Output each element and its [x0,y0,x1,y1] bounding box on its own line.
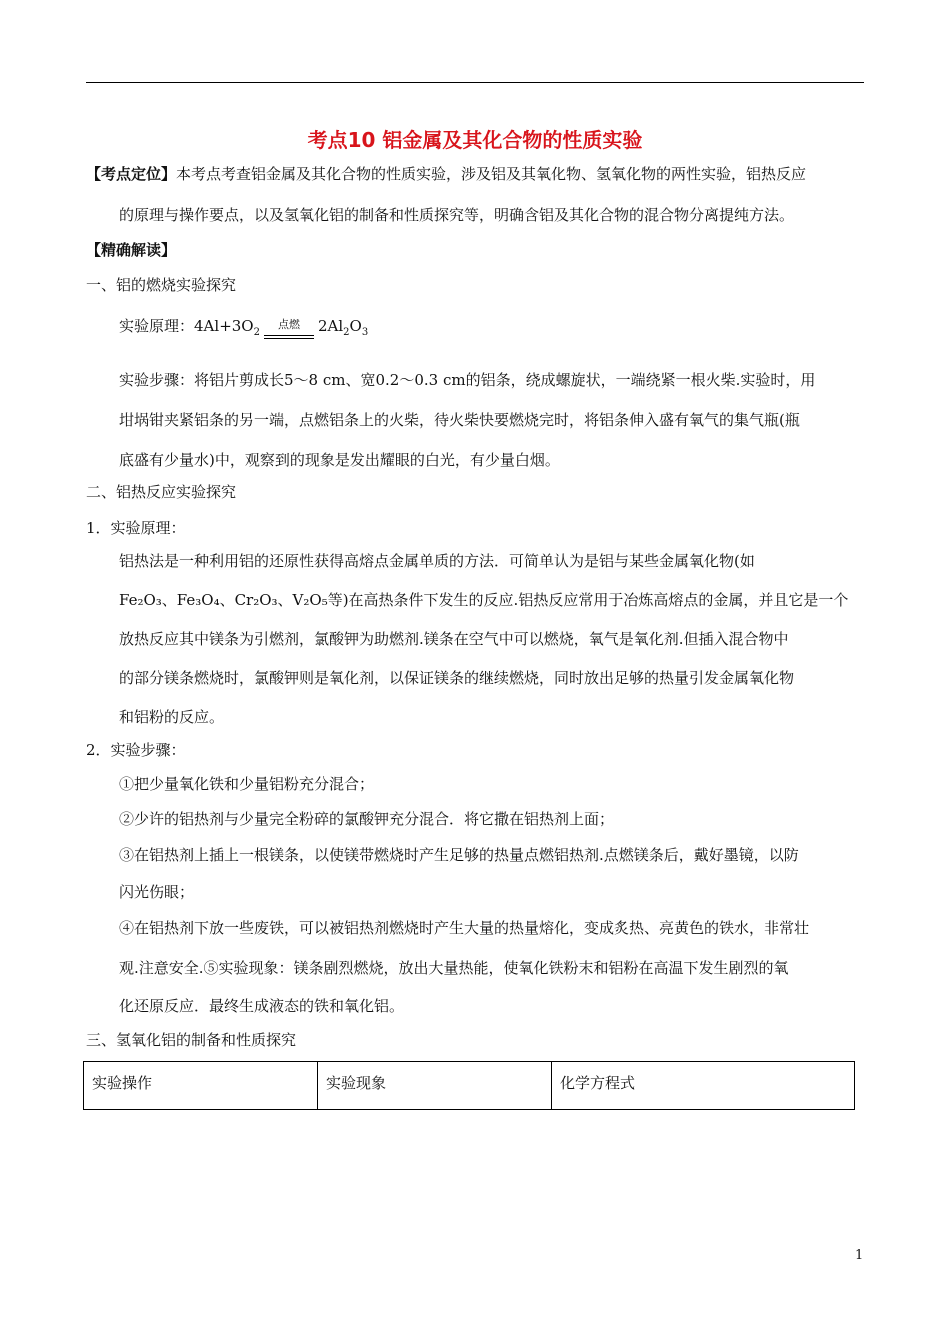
step-4-line-3: 化还原反应．最终生成液态的铁和氧化铝。 [119,997,405,1015]
s2-paragraph-line-5: 和铝粉的反应。 [119,708,225,726]
intro-text-1: 本考点考查铝金属及其化合物的性质实验，涉及铝及其氧化物、氢氧化物的两性实验，铝热反应 [176,165,807,183]
page-number: 1 [855,1248,864,1263]
step-3-line-2: 闪光伤眼； [119,883,195,901]
s2-paragraph-line-3: 放热反应其中镁条为引燃剂，氯酸钾为助燃剂.镁条在空气中可以燃烧，氧气是氧化剂.但插入混合物中 [119,630,789,648]
s2-paragraph-line-1: 铝热法是一种利用铝的还原性获得高熔点金属单质的方法．可简单认为是铝与某些金属氧化物(如 [119,552,755,570]
s1-steps-line-1: 实验步骤：将铝片剪成长5～8 cm、宽0.2～0.3 cm的铝条，绕成螺旋状，一端绕紧一根火柴.实验时，用 [119,371,816,389]
intro-label: 【考点定位】 [86,165,177,183]
table-header-cell: 实验现象 [318,1062,552,1110]
s1-steps-line-3: 底盛有少量水)中，观察到的现象是发出耀眼的白光，有少量白烟。 [119,451,560,469]
eq-arrow [264,316,314,338]
s1-steps-line-2: 坩埚钳夹紧铝条的另一端，点燃铝条上的火柴，待火柴快要燃烧完时，将铝条伸入盛有氧气的集气瓶(瓶 [119,411,800,429]
step-2: ②少许的铝热剂与少量完全粉碎的氯酸钾充分混合．将它撒在铝热剂上面； [119,810,615,828]
eq-condition: 点燃 [277,318,300,331]
step-4-line-1: ④在铝热剂下放一些废铁，可以被铝热剂燃烧时产生大量的热量熔化，变成炙热、亮黄色的铁水，非常壮 [119,919,810,937]
header-rule [86,82,864,83]
table-header-cell: 化学方程式 [552,1062,855,1110]
intro-line-2: 的原理与操作要点，以及氢氧化铝的制备和性质探究等，明确含铝及其化合物的混合物分离提纯方法。 [119,206,795,224]
table-header-row [84,1062,855,1110]
step-3-line-1: ③在铝热剂上插上一根镁条，以使镁带燃烧时产生足够的热量点燃铝热剂.点燃镁条后，戴好墨镜，以防 [119,846,799,864]
section-2-heading: 二、铝热反应实验探究 [86,483,237,501]
intro-line-1 [86,164,806,184]
section-label-jingque: 【精确解读】 [86,241,177,259]
s2-paragraph-line-2: Fe₂O₃、Fe₃O₄、Cr₂O₃、V₂O₅等)在高热条件下发生的反应.铝热反应常用于冶炼高熔点的金属，并且它是一个 [119,591,849,609]
page-title: 考点10 铝金属及其化合物的性质实验 [307,128,643,152]
experiment-table [83,1061,855,1110]
principle-label: 实验原理： [119,317,195,335]
s2-subheading-2: 2．实验步骤： [86,741,186,759]
s2-paragraph-line-4: 的部分镁条燃烧时，氯酸钾则是氧化剂，以保证镁条的继续燃烧，同时放出足够的热量引发金属氧化物 [119,669,795,687]
eq-products: $2Al_2O_3$ [317,317,369,338]
step-1: ①把少量氧化铁和少量铝粉充分混合； [119,775,375,793]
eq-reactants: $4Al+3O_2$ [194,317,260,338]
s2-subheading-1: 1．实验原理： [86,519,186,537]
section-3-heading: 三、氢氧化铝的制备和性质探究 [86,1031,297,1049]
step-4-line-2: 观.注意安全.⑤实验现象：镁条剧烈燃烧，放出大量热能，使氧化铁粉末和铝粉在高温下发生剧烈的氧 [119,959,789,977]
section-1-heading: 一、铝的燃烧实验探究 [86,276,237,294]
table-header-cell: 实验操作 [84,1062,318,1110]
combustion-equation [119,316,368,343]
